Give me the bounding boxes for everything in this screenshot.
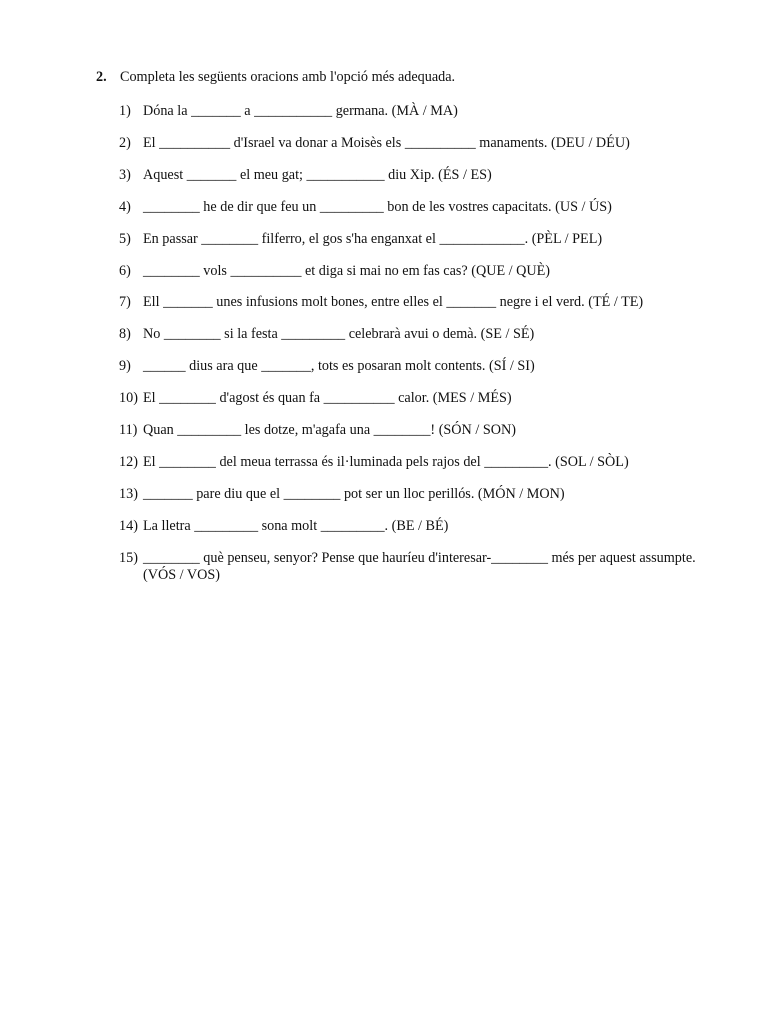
item-number: 3)	[119, 166, 131, 183]
exercise-item-4	[119, 199, 719, 216]
item-text: Ell _______ unes infusions molt bones, entre elles el _______ negre i el verd. (TÉ / TE)	[143, 294, 644, 311]
item-number: 4)	[119, 198, 131, 215]
exercise-item-12	[119, 454, 719, 471]
item-text: No ________ si la festa _________ celebrarà avui o demà. (SE / SÉ)	[143, 326, 535, 343]
item-number: 6)	[119, 262, 131, 279]
item-text: ______ dius ara que _______, tots es posaran molt contents. (SÍ / SI)	[143, 358, 535, 375]
item-text: En passar ________ filferro, el gos s'ha enganxat el ____________. (PÈL / PEL)	[143, 230, 603, 247]
item-number: 14)	[119, 517, 138, 534]
item-number: 12)	[119, 453, 138, 470]
exercise-item-11	[119, 422, 719, 439]
item-number: 2)	[119, 134, 131, 151]
item-number: 7)	[119, 294, 131, 311]
item-text: ________ vols __________ et diga si mai no em fas cas? (QUE / QUÈ)	[143, 262, 551, 279]
exercise-item-1	[119, 103, 719, 120]
exercise-number: 2.	[96, 69, 107, 85]
exercise-item-6	[119, 263, 719, 280]
exercise-instruction: Completa les següents oracions amb l'opció més adequada.	[120, 69, 456, 85]
exercise-item-14	[119, 518, 719, 535]
exercise-item-8	[119, 326, 719, 343]
item-number: 13)	[119, 485, 138, 502]
item-text: ________ he de dir que feu un _________ bon de les vostres capacitats. (US / ÚS)	[143, 198, 612, 215]
exercise-item-2	[119, 135, 719, 152]
item-text: El ________ d'agost és quan fa __________ calor. (MES / MÉS)	[143, 390, 512, 407]
exercise-item-5	[119, 231, 719, 248]
item-text: ________ què penseu, senyor? Pense que hauríeu d'interesar-________ més per aquest assumpte. (VÓS / VOS)	[143, 549, 696, 583]
item-number: 9)	[119, 358, 131, 375]
item-text: Dóna la _______ a ___________ germana. (MÀ / MA)	[143, 103, 458, 119]
exercise-item-13	[119, 486, 719, 503]
exercise-list	[119, 103, 719, 599]
item-text: La lletra _________ sona molt _________. (BE / BÉ)	[143, 517, 449, 534]
exercise-item-3	[119, 167, 719, 184]
exercise-item-9	[119, 358, 719, 375]
item-text: _______ pare diu que el ________ pot ser un lloc perillós. (MÓN / MON)	[143, 485, 565, 502]
item-text: El ________ del meua terrassa és il·luminada pels rajos del _________. (SOL / SÒL)	[143, 453, 629, 470]
exercise-item-7	[119, 294, 719, 311]
exercise-header	[96, 69, 455, 86]
item-number: 1)	[119, 103, 131, 119]
item-text: Quan _________ les dotze, m'agafa una ________! (SÓN / SON)	[143, 422, 516, 439]
item-text: Aquest _______ el meu gat; ___________ diu Xip. (ÉS / ES)	[143, 166, 492, 183]
item-number: 11)	[119, 422, 138, 439]
item-text: El __________ d'Israel va donar a Moisès els __________ manaments. (DEU / DÉU)	[143, 134, 630, 151]
item-number: 5)	[119, 230, 131, 247]
item-number: 10)	[119, 390, 138, 407]
item-number: 15)	[119, 549, 138, 566]
exercise-item-15	[119, 550, 719, 585]
exercise-item-10	[119, 390, 719, 407]
item-number: 8)	[119, 326, 131, 343]
